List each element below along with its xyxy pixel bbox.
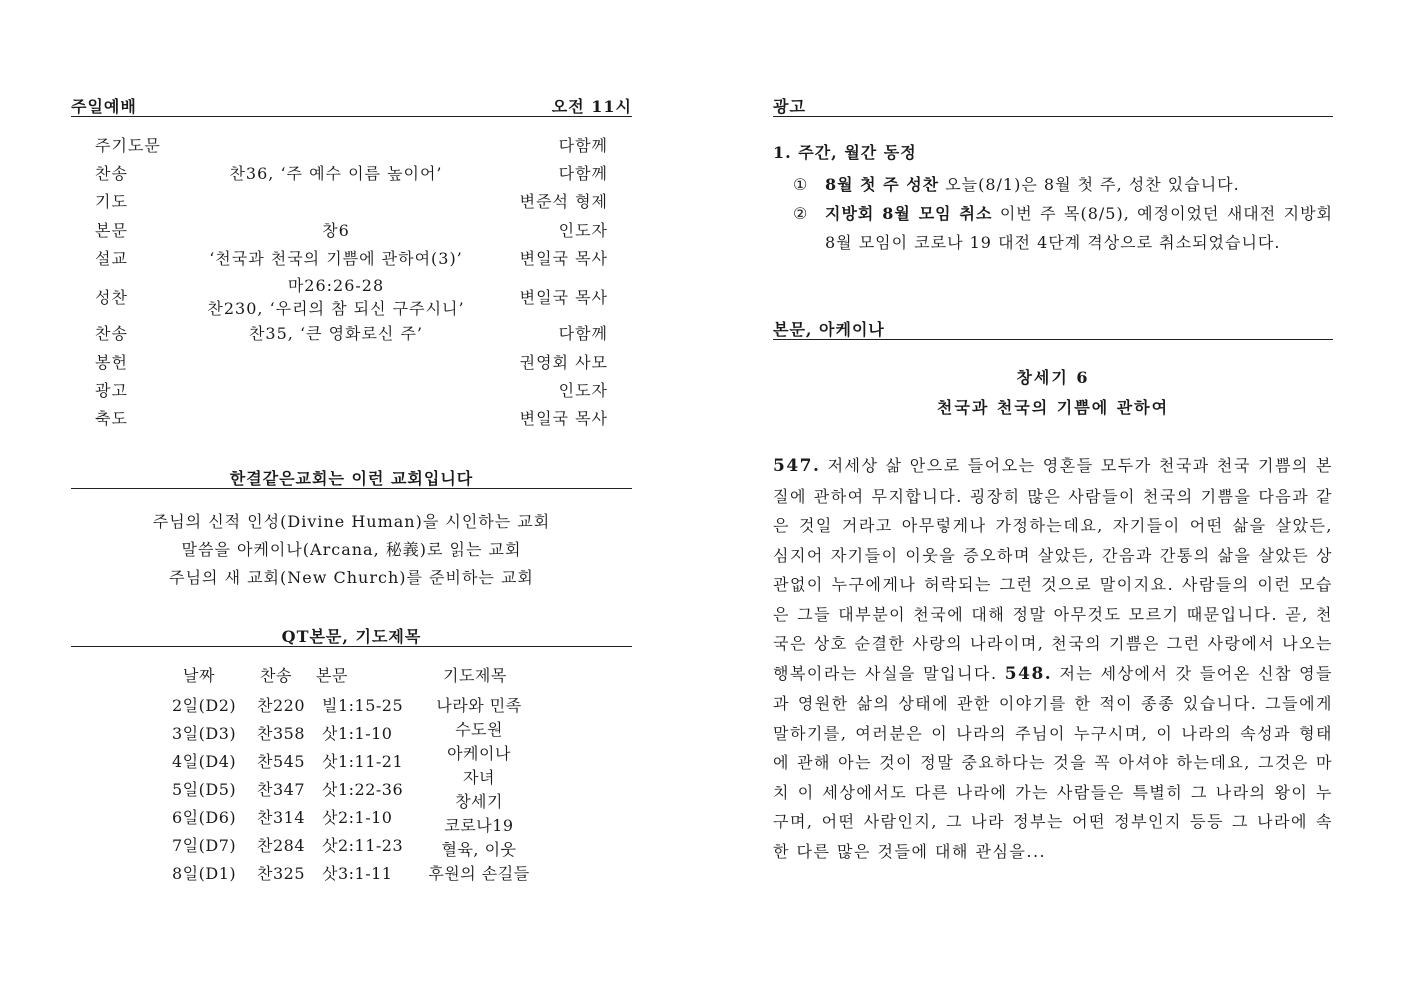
- qt-hymn: 찬545: [257, 752, 305, 771]
- order-item: 축도: [95, 409, 128, 428]
- qt-date: 2일(D2): [172, 696, 237, 715]
- order-leader: 권영회 사모: [519, 353, 608, 372]
- order-content: 찬230, ‘우리의 참 되신 구주시니’: [207, 299, 465, 318]
- qt-prayer: 수도원: [455, 720, 503, 739]
- paragraph-text: 저는 세상에서 갓 들어온 신참 영들과 영원한 삶의 상태에 관한 이야기를 한 적이 종종 있습니다. 그들에게 말하기를, 여러분은 이 나라의 주님이 누구시며, 이 나라의 속성과 형태에 관해 아는 것이 정말 중요하다는 것을 꼭 아셔야 하는데요, 그것은 마치 이 세상에서도 다른 나라에 가는 사람들은 특별히 그 나라의 왕이 누구며, 어떤 사람인지, 그 나라 정부는 어떤 정부인지 등등 그 나라에 속한 다른 많은 것들에 대해 관심을...: [773, 663, 1334, 861]
- order-item: 봉헌: [95, 353, 128, 372]
- order-leader: 변일국 목사: [519, 249, 608, 268]
- qt-date: 7일(D7): [172, 836, 237, 855]
- paragraph-number: 548.: [1004, 663, 1053, 684]
- qt-hymn: 찬347: [257, 780, 305, 799]
- worship-title: 주일예배: [71, 97, 137, 116]
- qt-date: 5일(D5): [172, 780, 237, 799]
- qt-text: 삿2:1-10: [322, 808, 393, 827]
- order-item: 광고: [95, 381, 128, 400]
- qt-header: [71, 624, 632, 647]
- item-number: ②: [793, 204, 809, 223]
- order-item: 기도: [95, 192, 128, 211]
- intro-line: 주님의 새 교회(New Church)를 준비하는 교회: [169, 568, 534, 587]
- order-item: 성찬: [95, 288, 128, 307]
- qt-hymn: 찬314: [257, 808, 305, 827]
- qt-prayer: 나라와 민족: [436, 696, 522, 715]
- item-number: ①: [793, 175, 809, 194]
- qt-date: 6일(D6): [172, 808, 237, 827]
- announcement-subtitle: 1. 주간, 월간 동정: [773, 143, 917, 162]
- order-item: 본문: [95, 221, 128, 240]
- item-headline: 8월 첫 주 성찬: [825, 175, 940, 194]
- intro-line: 말씀을 아케이나(Arcana, 秘義)로 읽는 교회: [181, 540, 522, 559]
- qt-prayer: 코로나19: [444, 816, 514, 835]
- qt-text: 삿1:11-21: [322, 752, 404, 771]
- order-leader: 변준석 형제: [519, 192, 608, 211]
- order-content: 마26:26-28: [287, 276, 385, 295]
- bible-reference: 창세기 6: [1016, 368, 1090, 387]
- qt-text: 삿3:1-11: [322, 864, 393, 883]
- order-item: 찬송: [95, 164, 128, 183]
- order-item: 찬송: [95, 324, 128, 343]
- qt-text: 빌1:15-25: [322, 696, 404, 715]
- order-content: 찬36, ‘주 예수 이름 높이어’: [229, 164, 443, 183]
- item-headline: 지방회 8월 모임 취소: [825, 204, 993, 223]
- announcement-header: [773, 94, 1333, 117]
- announcement-item: [793, 170, 1333, 199]
- item-text: 오늘(8/1)은 8월 첫 주, 성찬 있습니다.: [939, 175, 1240, 194]
- item-text: 이번 주 목(8/5), 예정이었던 새대전 지방회 8월 모임이 코로나 19 대전 4단계 격상으로 취소되었습니다.: [825, 204, 1333, 252]
- qt-prayer: 창세기: [455, 792, 503, 811]
- order-leader: 다함께: [558, 164, 608, 183]
- paragraph-number: 547.: [773, 456, 821, 476]
- order-leader: 다함께: [558, 324, 608, 343]
- qt-date: 4일(D4): [172, 752, 237, 771]
- order-item: 주기도문: [95, 136, 161, 155]
- announcement-title: 광고: [773, 97, 806, 116]
- qt-prayer: 혈육, 이웃: [441, 840, 517, 859]
- text-title: 본문, 아케이나: [773, 320, 885, 339]
- order-content: ‘천국과 천국의 기쁨에 관하여(3)’: [209, 249, 463, 268]
- text-header: [773, 317, 1333, 340]
- order-leader: 인도자: [558, 221, 608, 240]
- order-leader: 변일국 목사: [519, 288, 608, 307]
- sermon-title: 천국과 천국의 기쁨에 관하여: [936, 398, 1170, 417]
- qt-title: QT본문, 기도제목: [281, 627, 422, 646]
- qt-text: 삿1:22-36: [322, 780, 404, 799]
- announcement-item: [793, 199, 1333, 257]
- qt-hymn: 찬284: [257, 836, 305, 855]
- qt-hymn: 찬358: [257, 724, 305, 743]
- qt-header-prayer: 기도제목: [443, 666, 507, 685]
- order-leader: 다함께: [558, 136, 608, 155]
- qt-text: 삿1:1-10: [322, 724, 393, 743]
- qt-hymn: 찬325: [257, 864, 305, 883]
- worship-header: [71, 94, 632, 117]
- qt-text: 삿2:11-23: [322, 836, 404, 855]
- qt-prayer: 후원의 손길들: [428, 864, 530, 883]
- qt-header-text: 본문: [316, 666, 348, 685]
- qt-prayer: 자녀: [463, 768, 495, 787]
- intro-header: [71, 466, 632, 489]
- intro-line: 주님의 신적 인성(Divine Human)을 시인하는 교회: [152, 512, 551, 531]
- qt-header-date: 날짜: [183, 666, 215, 685]
- intro-title: 한결같은교회는 이런 교회입니다: [229, 469, 474, 488]
- qt-date: 3일(D3): [172, 724, 237, 743]
- paragraph-text: 저세상 삶 안으로 들어오는 영혼들 모두가 천국과 천국 기쁨의 본질에 관하여 무지합니다. 굉장히 많은 사람들이 천국의 기쁨을 다음과 같은 것일 거라고 아무렇게나 가정하는데요, 자기들이 어떤 삶을 살았든, 심지어 자기들이 이웃을 증오하며 살았든, 간음과 간통의 삶을 살았든 상관없이 누구에게나 허락되는 그런 것으로 말이지요. 사람들의 이런 모습은 그들 대부분이 천국에 대해 정말 아무것도 모르기 때문입니다. 곧, 천국은 상호 순결한 사랑의 나라이며, 천국의 기쁨은 그런 사랑에서 나오는 행복이라는 사실을 말입니다.: [773, 456, 1333, 683]
- arcana-text: [773, 451, 1333, 866]
- order-item: 설교: [95, 249, 128, 268]
- qt-prayer: 아케이나: [447, 744, 511, 763]
- qt-hymn: 찬220: [257, 696, 305, 715]
- worship-time: 오전 11시: [551, 97, 632, 116]
- qt-header-hymn: 찬송: [260, 666, 292, 685]
- order-leader: 변일국 목사: [519, 409, 608, 428]
- order-content: 창6: [322, 221, 350, 240]
- qt-date: 8일(D1): [172, 864, 237, 883]
- order-leader: 인도자: [558, 381, 608, 400]
- order-content: 찬35, ‘큰 영화로신 주’: [248, 324, 424, 343]
